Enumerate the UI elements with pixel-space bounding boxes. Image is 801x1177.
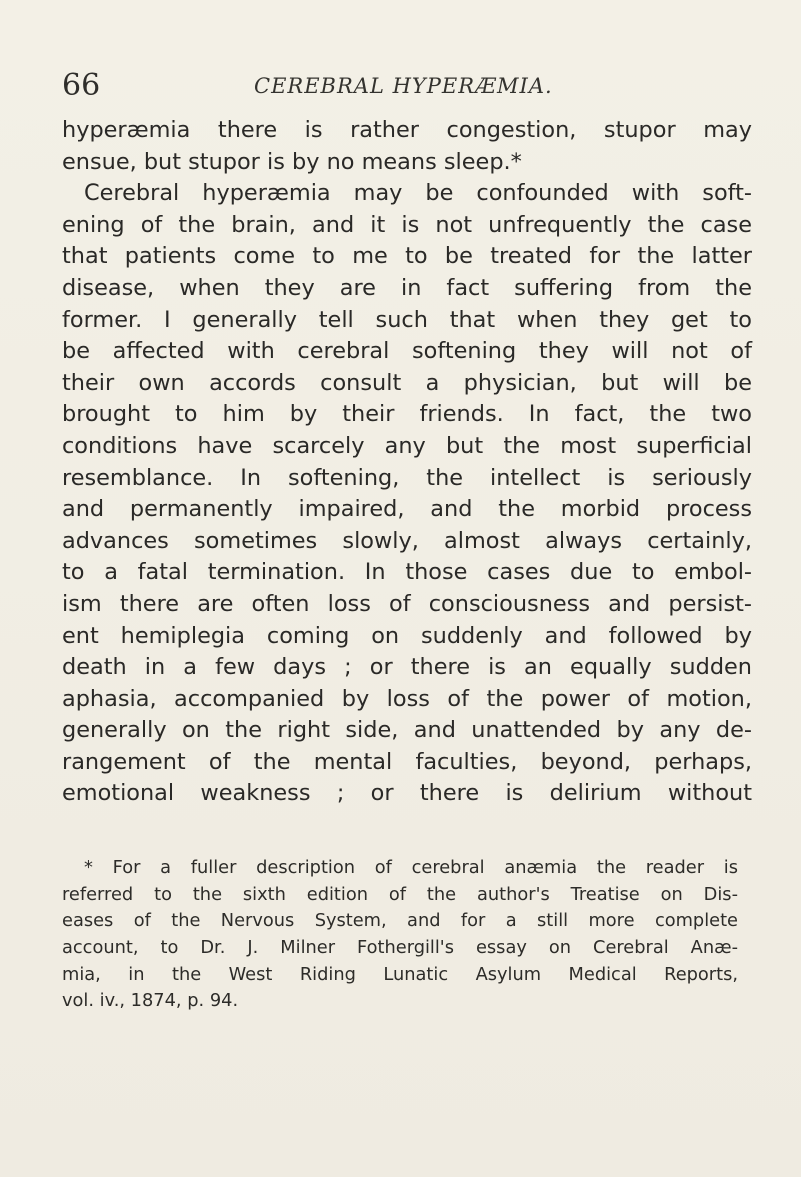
text-line: ism there are often loss of consciousness and persist-	[62, 590, 752, 617]
text-line: ensue, but stupor is by no means sleep.*	[62, 148, 522, 175]
text-line: resemblance. In softening, the intellect is seriously	[62, 464, 752, 491]
text-line: Cerebral hyperæmia may be confounded with soft-	[84, 180, 752, 207]
text-line: to a fatal termination. In those cases due to embol-	[62, 559, 752, 586]
footnote-line: * For a fuller description of cerebral anæmia the reader is	[84, 857, 738, 878]
footnote-line: eases of the Nervous System, and for a still more complete	[62, 910, 738, 932]
text-line: their own accords consult a physician, but will be	[62, 369, 752, 396]
text-line: death in a few days ; or there is an equally sudden	[62, 654, 752, 681]
footnote-line: mia, in the West Riding Lunatic Asylum Medical Reports,	[62, 963, 738, 985]
text-line: aphasia, accompanied by loss of the power of motion,	[62, 685, 752, 712]
text-line: brought to him by their friends. In fact, the two	[62, 401, 752, 428]
text-line: ent hemiplegia coming on suddenly and followed by	[62, 622, 752, 649]
text-line: advances sometimes slowly, almost always certainly,	[62, 527, 752, 554]
footnote-line: account, to Dr. J. Milner Fothergill's essay on Cerebral Anæ-	[62, 937, 738, 959]
text-line: ening of the brain, and it is not unfrequently the case	[62, 211, 752, 238]
running-title: CEREBRAL HYPERÆMIA.	[254, 74, 553, 98]
text-line: that patients come to me to be treated for the latter	[62, 243, 752, 270]
text-line: hyperæmia there is rather congestion, stupor may	[62, 117, 752, 143]
footnote-line: vol. iv., 1874, p. 94.	[62, 990, 239, 1012]
text-line: rangement of the mental faculties, beyond, perhaps,	[62, 748, 752, 775]
text-line: former. I generally tell such that when they get to	[62, 306, 752, 333]
text-line: emotional weakness ; or there is delirium without	[62, 780, 752, 807]
text-line: conditions have scarcely any but the most superficial	[62, 432, 752, 459]
text-line: generally on the right side, and unattended by any de-	[62, 717, 752, 744]
text-line: disease, when they are in fact suffering from the	[62, 274, 752, 301]
footnote-line: referred to the sixth edition of the author's Treatise on Dis-	[62, 883, 738, 905]
page-header	[62, 66, 762, 106]
text-line: and permanently impaired, and the morbid process	[62, 496, 752, 523]
text-line: be affected with cerebral softening they will not of	[62, 338, 752, 365]
main-text	[62, 115, 752, 810]
footnote	[62, 855, 738, 1015]
page-number: 66	[62, 68, 101, 103]
